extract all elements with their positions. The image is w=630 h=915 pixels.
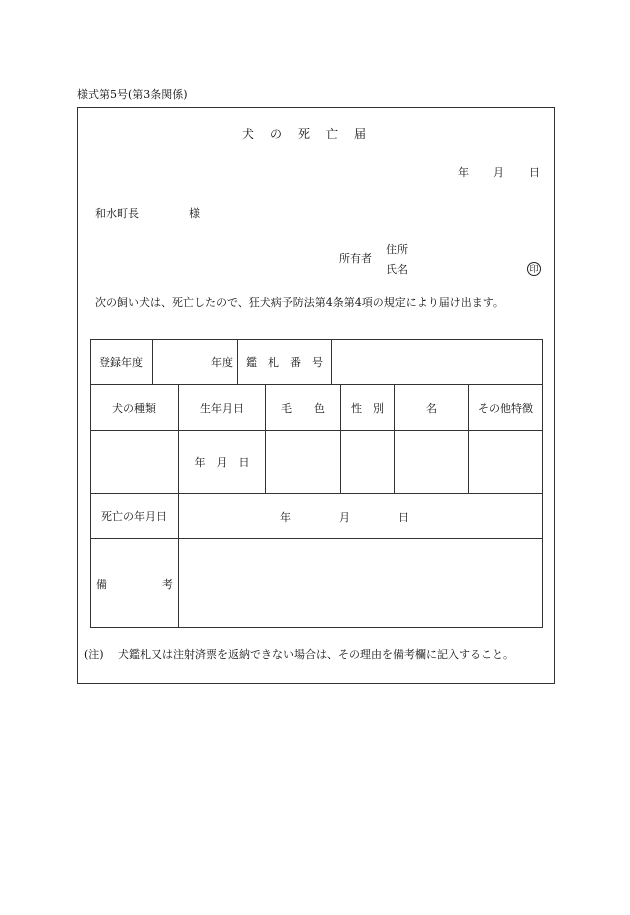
note-prefix: (注) <box>84 648 104 661</box>
coat-color-field[interactable] <box>266 431 340 493</box>
death-date-label: 死亡の年月日 <box>101 510 167 523</box>
death-date-day: 日 <box>398 511 409 524</box>
remarks-label-left: 備 <box>96 578 107 591</box>
form-title: 犬 の 死 亡 届 <box>242 127 369 141</box>
reg-year-label: 登録年度 <box>99 355 143 369</box>
addressee-name: 和水町長 <box>95 207 139 220</box>
date-day-label: 日 <box>529 166 540 179</box>
header-coat-color: 毛 色 <box>281 401 325 415</box>
death-date-year: 年 <box>280 511 291 524</box>
reg-year-unit: 年度 <box>211 355 233 369</box>
tag-number-field[interactable] <box>332 339 542 384</box>
sex-field[interactable] <box>341 431 394 493</box>
remarks-label-right: 考 <box>162 578 173 591</box>
note-text: 犬鑑札又は注射済票を返納できない場合は、その理由を備考欄に記入すること。 <box>118 648 514 661</box>
header-sex: 性 別 <box>351 401 384 415</box>
owner-name-label: 氏名 <box>386 263 408 276</box>
remarks-field[interactable] <box>179 539 542 627</box>
addressee-honorific: 様 <box>189 207 200 220</box>
breed-field[interactable] <box>90 431 178 493</box>
seal-mark: 印 <box>527 262 541 276</box>
birth-date-units: 年 月 日 <box>194 456 250 469</box>
dog-info-table <box>90 339 543 628</box>
other-features-field[interactable] <box>469 431 542 493</box>
dog-name-field[interactable] <box>395 431 468 493</box>
date-month-label: 月 <box>493 166 504 179</box>
form-number: 様式第5号(第3条関係) <box>77 88 188 101</box>
header-name: 名 <box>426 401 437 415</box>
header-other-features: その他特徴 <box>478 401 533 415</box>
owner-address-label: 住所 <box>386 243 408 256</box>
owner-label: 所有者 <box>339 252 372 265</box>
header-breed: 犬の種類 <box>112 401 156 415</box>
date-year-label: 年 <box>458 166 469 179</box>
death-date-month: 月 <box>339 511 350 524</box>
tag-number-label: 鑑 札 番 号 <box>246 355 323 369</box>
statement-text: 次の飼い犬は、死亡したので、狂犬病予防法第4条第4項の規定により届け出ます。 <box>95 296 504 309</box>
header-birth-date: 生年月日 <box>200 401 244 415</box>
